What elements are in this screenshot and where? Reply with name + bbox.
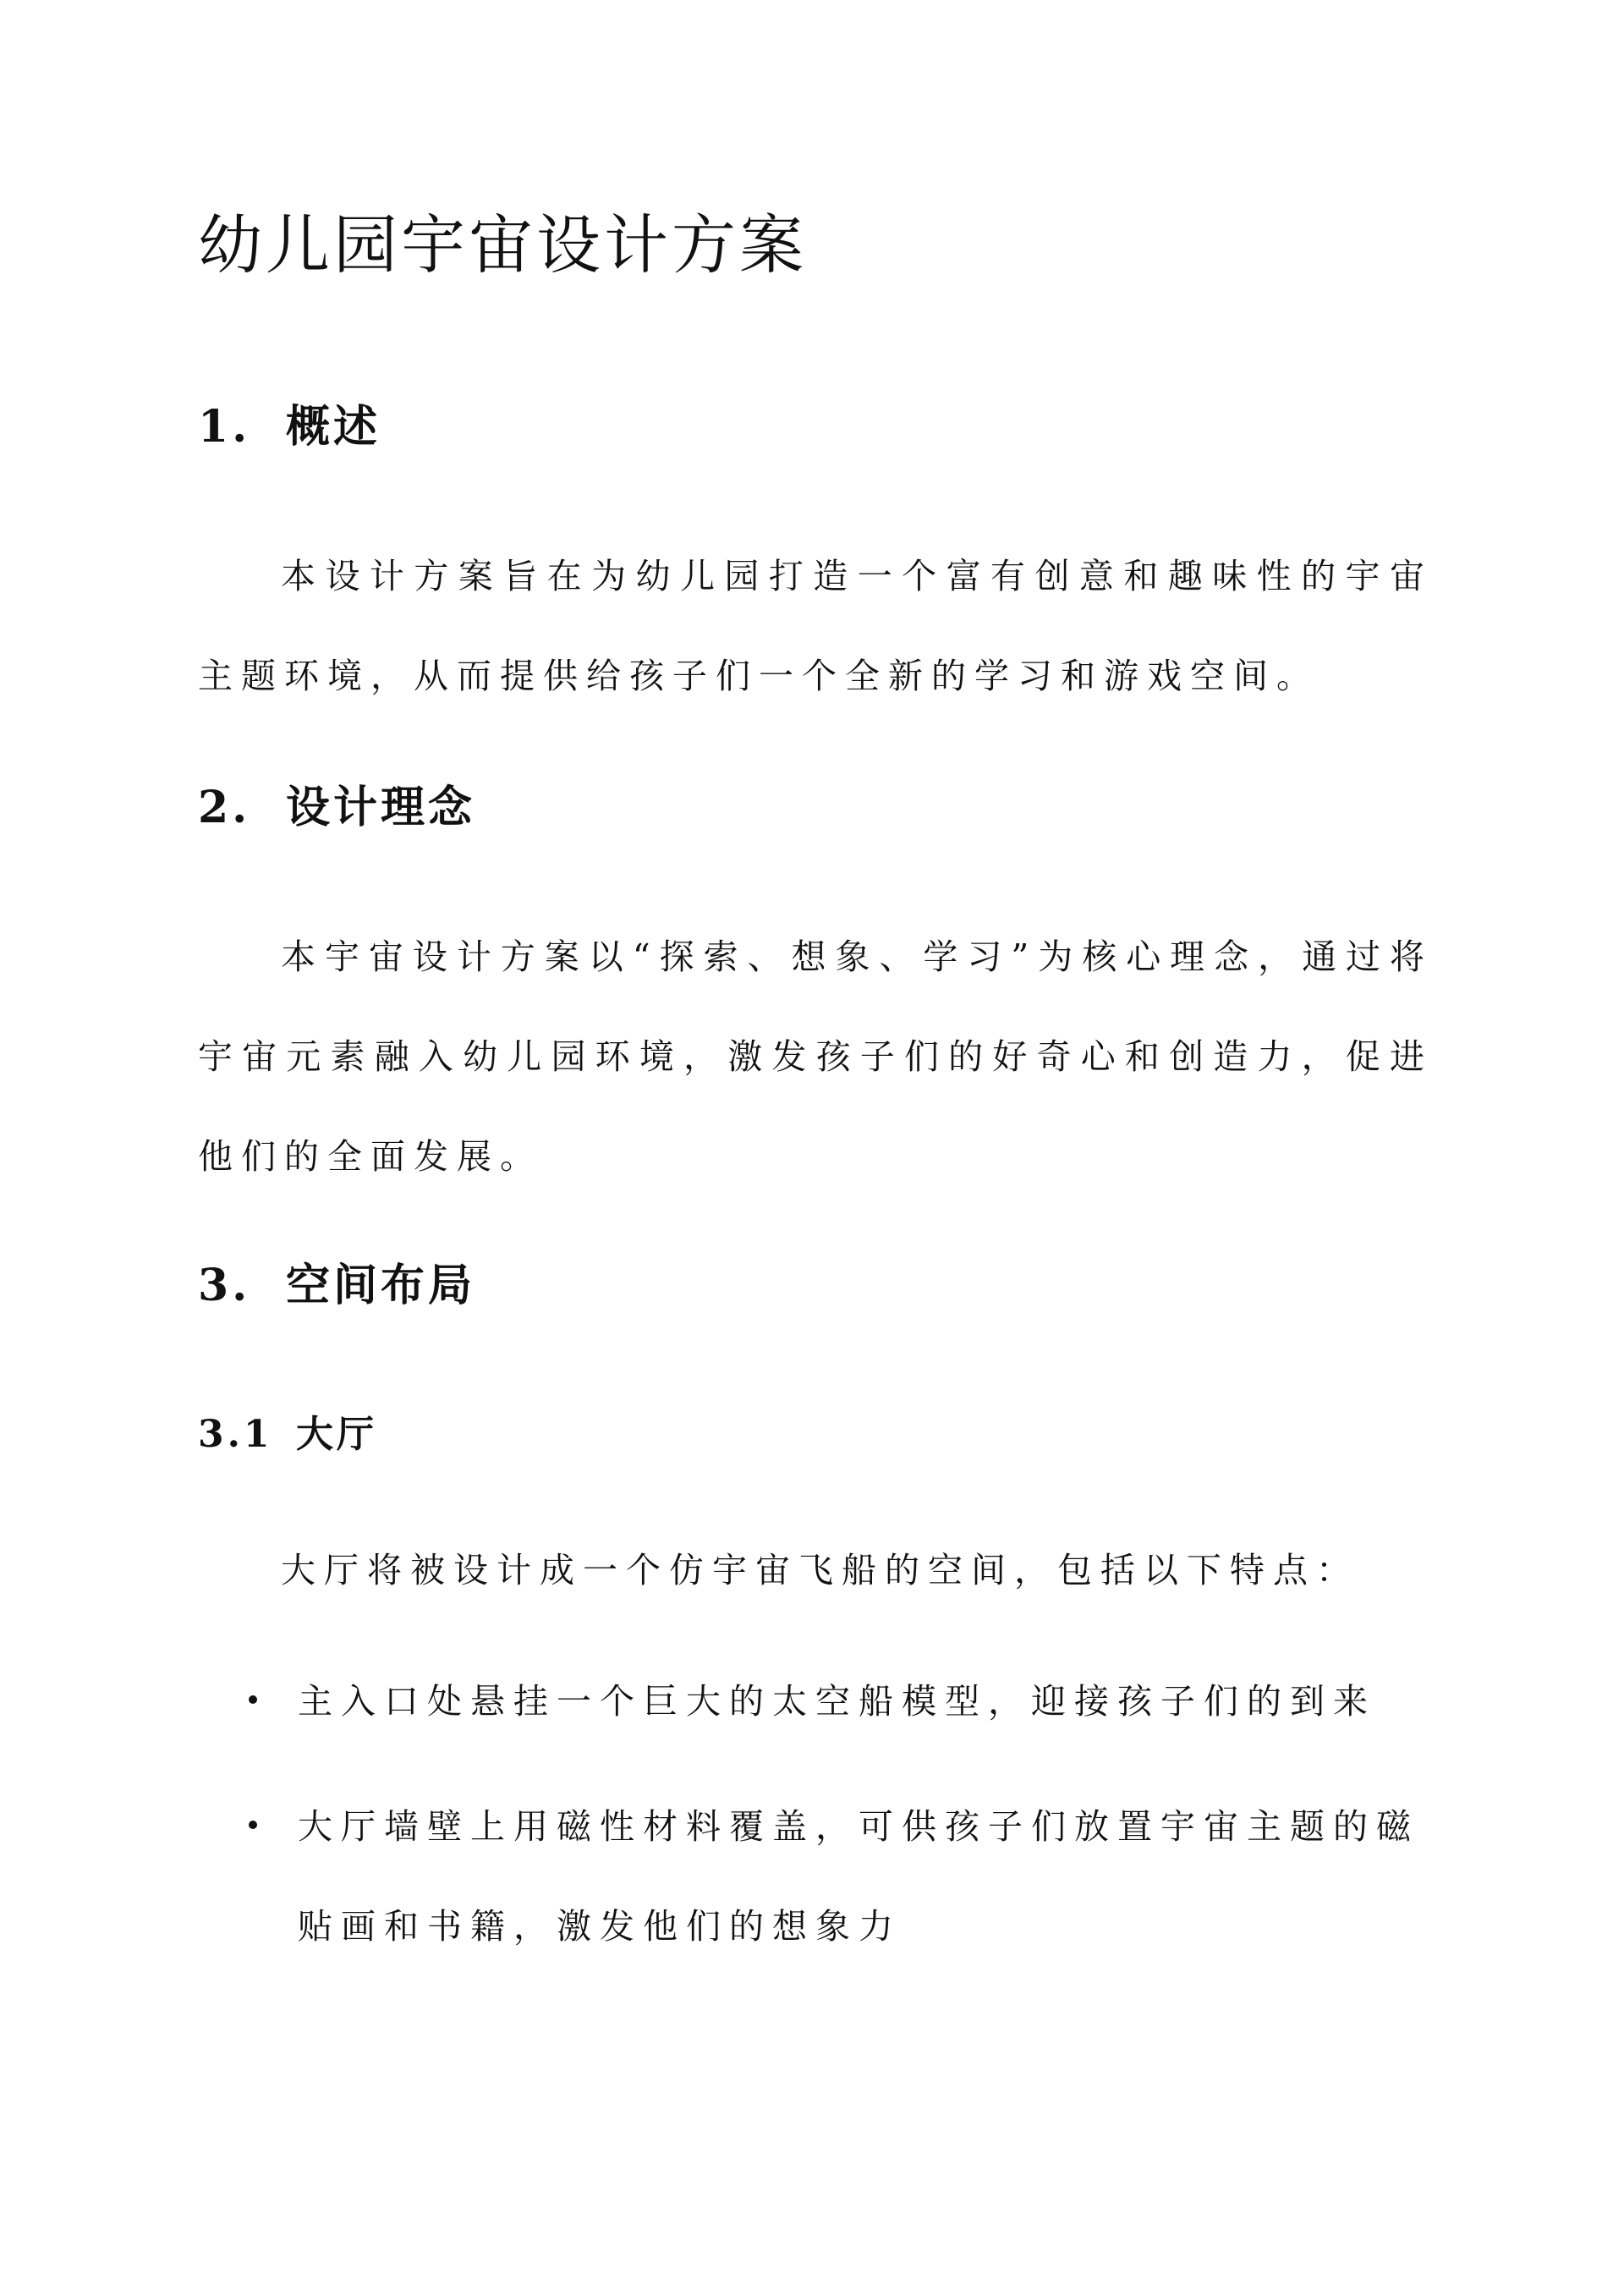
section-title: 设计理念 (286, 782, 476, 833)
section-title: 概述 (286, 401, 381, 453)
subsection-title: 大厅 (296, 1413, 377, 1456)
subsection-number: 3.1 (198, 1413, 273, 1456)
bullet-icon (249, 1821, 257, 1829)
section-heading-design-concept (198, 778, 475, 838)
list-item (198, 1651, 1433, 1751)
list-item-text: 主入口处悬挂一个巨大的太空船模型，迎接孩子们的到来 (298, 1681, 1376, 1722)
section-number: 2. (198, 782, 251, 833)
list-item-text: 大厅墙壁上用磁性材料覆盖，可供孩子们放置宇宙主题的磁贴画和书籍，激发他们的想象力 (298, 1806, 1419, 1947)
bullet-icon (249, 1695, 257, 1704)
section-number: 3. (198, 1260, 251, 1311)
lobby-intro: 大厅将被设计成一个仿宇宙飞船的空间，包括以下特点： (281, 1550, 1359, 1590)
overview-paragraph: 本设计方案旨在为幼儿园打造一个富有创意和趣味性的宇宙主题环境，从而提供给孩子们一个全新的学习和游戏空间。 (198, 556, 1433, 696)
section-heading-space-layout (198, 1256, 475, 1316)
design-concept-paragraph: 本宇宙设计方案以“探索、想象、学习”为核心理念，通过将宇宙元素融入幼儿园环境，激发孩子们的好奇心和创造力，促进他们的全面发展。 (198, 937, 1433, 1177)
subsection-heading-lobby (198, 1409, 377, 1460)
lobby-feature-list (198, 1651, 1433, 1976)
section-heading-overview (198, 398, 381, 457)
list-item (198, 1777, 1433, 1976)
section-number: 1. (198, 401, 251, 453)
section-title: 空间布局 (286, 1260, 476, 1311)
document-title: 幼儿园宇宙设计方案 (198, 207, 807, 283)
